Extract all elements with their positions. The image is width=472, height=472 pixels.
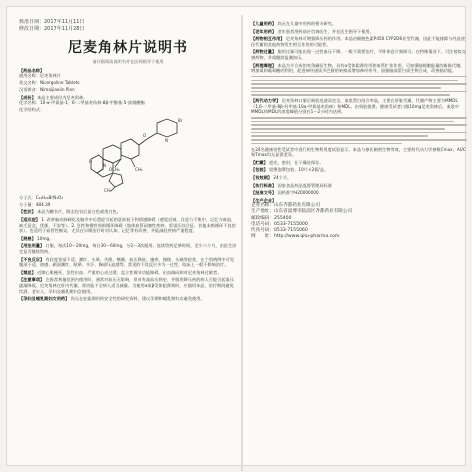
child-section xyxy=(251,21,467,27)
elderly-section xyxy=(251,29,467,35)
indication-text: 1. 改善脑动脉硬化及脑卒中后遗症引起的意欲低下和情感障碍（感觉迟钝、注意力不集中、记忆力衰退、缺乏意念、忧郁、不安等）。2. 急性和慢性周围循环障碍（肢体血管闭塞性疾病、雷诺氏综合征、其他末梢循环不良症状）。也适用于血管性痴呆，尤其在早期治疗时对认知、记忆等有改善，并能减轻疾病严重程度。 xyxy=(19,217,236,234)
appearance-title: 【性状】 xyxy=(19,209,36,215)
appearance-section xyxy=(19,209,237,215)
leaflet-sheet xyxy=(6,6,466,466)
company-address: 生产地址：山东省淄博市临淄区齐都药业有限公司 xyxy=(251,209,353,215)
child-text: 尚无在儿童中用药的相关研究。 xyxy=(277,21,337,26)
svg-text:N: N xyxy=(103,162,106,168)
storage-text: 遮光，密封，在干燥处保存。 xyxy=(269,159,324,165)
usage-section xyxy=(19,243,237,254)
elderly-title: 【老年用药】 xyxy=(251,28,277,34)
pk-detail-lines xyxy=(251,117,467,144)
pk-text: 尼麦角林口服后吸收迅速而完全，血浆蛋白结合率高，主要在肝脏代谢，代谢产物主要为MMDL（1,6-二甲基-8β-羟甲基-10α-甲氧基麦角林）和MDL，由肾脏排泄。健康受试者口服10mg尼麦角林后，血浆中MMDL和MDL的浓度峰值分别在1～2小时内达到。 xyxy=(251,98,460,115)
elderly-text: 老年患者用药前应咨询医生，并在医生指导下使用。 xyxy=(277,28,374,34)
pharmacology-detail-lines xyxy=(251,76,467,96)
indication-title: 【适应症】 xyxy=(19,217,40,222)
manufacturer-title: 【生产企业】 xyxy=(251,197,277,203)
package-text: 铝塑泡罩包装。10片×2板/盒。 xyxy=(269,167,329,173)
standard-title: 【执行标准】 xyxy=(251,182,277,188)
left-column xyxy=(19,19,237,455)
pharmacology-title: 【药理毒理】 xyxy=(251,62,277,68)
pinyin-name: 汉语拼音：Nimaijiaolin Pian xyxy=(19,87,75,93)
chemical-structure-diagram xyxy=(59,115,199,193)
svg-text:O: O xyxy=(143,132,147,138)
caution-text: 在推荐剂量范围内使用时，通常对血压无影响，但对有高血压病史、并服用降压药的病人可能引起血压逐渐降低。尼麦角林在肝内代谢，肾功能不全病人适当减量。当使用α或β受体阻滞剂时，应慎用本品，治疗期间避免饮酒。老年人、孕妇及哺乳期妇女慎用。 xyxy=(19,277,234,294)
standard-text: 国家食品药品监督管理局标准 xyxy=(277,182,332,188)
adverse-text: 有轻度胃部不适、潮红、头晕、失眠、嗜睡、血压降低、瘙痒、便秘、头痛等症状，在个别病例中可见腹部不适、热感、颜面潮红、眩晕、多汗、胸部压迫感等，常见的不良反应多为一过性，临床上一般不影响治疗。 xyxy=(19,256,234,268)
english-name: 英文名称：Nicergoline Tablets xyxy=(19,80,80,86)
pk-text-2: 在24名健康男性受试者中进行的生物利用度试验显示，本品与参比制剂生物等效，主要药代动力学参数Cmax、AUC和Tmax均无显著差异。 xyxy=(251,146,466,158)
svg-text:CH₃: CH₃ xyxy=(104,187,112,193)
drug-name-title: 【药品名称】 xyxy=(19,67,45,73)
chem-structure-label: 化学结构式： xyxy=(19,107,45,113)
adverse-title: 【不良反应】 xyxy=(19,256,45,262)
revised-date: 修改日期：2017年11月28日 xyxy=(19,26,85,32)
right-column xyxy=(251,19,467,455)
standard-section xyxy=(251,183,467,189)
fax-number: 传真号码：0533-7155060 xyxy=(251,228,308,234)
contraindication-section xyxy=(19,270,237,276)
svg-text:N: N xyxy=(165,137,168,143)
validity-title: 【有效期】 xyxy=(251,174,272,180)
approval-title: 【批准文号】 xyxy=(251,190,277,196)
approval-text: 国药准字H20000000 xyxy=(277,190,319,196)
approval-section xyxy=(251,190,467,196)
overdose-section xyxy=(251,49,467,60)
overdose-text: 服用过量可能出现一过性血压下降，一般不需要治疗，平卧休息片刻即可。在特殊情况下，可注射拟交感药物，并需继续监测血压。 xyxy=(251,49,466,60)
generic-name: 通用名称：尼麦角林片 xyxy=(19,73,61,79)
chemical-structure xyxy=(19,115,237,193)
molecular-formula: 分子式：C₂₄H₂₆BrN₃O₃ xyxy=(19,194,63,200)
validity-section xyxy=(251,175,467,181)
spec-section xyxy=(19,236,237,242)
indication-section xyxy=(19,217,237,234)
svg-text:Br: Br xyxy=(178,117,183,123)
usage-text: 口服，每次10～20mg，每日30～60mg，分2～3次服用。连续给药足够时间，至少六个月，由医生决定是否继续给药。 xyxy=(19,243,237,254)
spec-title: 【规格】 xyxy=(19,235,36,241)
validity-text: 24个月。 xyxy=(273,174,292,180)
approved-date: 核准日期：2017年11月11日 xyxy=(19,19,85,25)
website: 网 址：http://www.qilu-pharma.com xyxy=(251,234,340,240)
storage-title: 【贮藏】 xyxy=(251,159,268,165)
postcode: 邮政编码：255400 xyxy=(251,215,292,221)
svg-text:OCH₃: OCH₃ xyxy=(109,166,120,172)
page-fold xyxy=(241,15,243,471)
package-section xyxy=(251,167,467,173)
chemical-name: 化学名称：10-α-甲氧基-1，6-二甲基麦角林-8β-甲醇基-5-溴烟酸酯 xyxy=(19,100,145,106)
company-name: 企业名称：山东齐都药业有限公司 xyxy=(251,203,320,209)
caution-section xyxy=(19,277,237,294)
interaction-section xyxy=(251,36,467,47)
document-title: 尼麦角林片说明书 xyxy=(68,40,188,56)
package-title: 【包装】 xyxy=(251,167,268,173)
ingredient-title: 【成份】 xyxy=(19,94,36,100)
storage-section xyxy=(251,160,467,166)
svg-text:CH₃: CH₃ xyxy=(135,166,143,172)
drug-name-section xyxy=(19,68,237,93)
pregnancy-section xyxy=(19,296,237,302)
svg-text:H: H xyxy=(89,158,93,164)
molecular-weight: 分子量：484.39 xyxy=(19,201,51,207)
pregnancy-text: 尚无在妊娠期用药安全性的研究资料，建议孕期和哺乳期妇女避免使用。 xyxy=(70,296,205,302)
pregnancy-title: 【孕妇及哺乳期妇女用药】 xyxy=(19,296,70,302)
notice-line-1: 请仔细阅读说明书并在医师指导下使用 xyxy=(92,59,164,64)
ingredient-text: 本品主要成份为尼麦角林。 xyxy=(37,94,88,100)
adverse-section xyxy=(19,257,237,268)
child-title: 【儿童用药】 xyxy=(251,21,277,26)
appearance-text: 本品为糖衣片，除去包衣后显白色或类白色。 xyxy=(37,209,121,215)
manufacturer-section xyxy=(251,198,467,241)
ingredient-section xyxy=(19,95,237,113)
contraindication-title: 【禁忌】 xyxy=(19,269,36,275)
interaction-text: 尼麦角林可增强降压药的作用。本品由细胞色素P450 CYP2D6亚型代谢，因此不能排除与经此途径代谢的其他药物发生相互作用的可能性。 xyxy=(251,36,465,47)
spec-text: 10mg。 xyxy=(37,235,54,241)
overdose-title: 【药物过量】 xyxy=(251,49,277,55)
pharmacology-text: 本品为半合成的麦角碱衍生物，具有α受体阻滞作用和血管扩张作用，可加强脑细胞能量的新陈代谢，增加氧和葡萄糖的利用，促进神经递质多巴胺的转换而增加神经传导，加强脑部蛋白质生物合成，改善脑功能。 xyxy=(251,62,465,74)
usage-title: 【用法用量】 xyxy=(19,243,45,249)
pk-title: 【药代动力学】 xyxy=(251,98,281,104)
caution-title: 【注意事项】 xyxy=(19,277,45,283)
interaction-title: 【药物相互作用】 xyxy=(251,36,285,42)
phone-number: 电话号码：0533-7155000 xyxy=(251,221,308,227)
contraindication-text: 近期心肌梗死、急性出血、严重的心动过缓、直立性调节功能障碍、出血倾向和对尼麦角林过敏者。 xyxy=(37,269,222,275)
pk-section xyxy=(251,98,467,115)
pharmacology-section xyxy=(251,63,467,74)
